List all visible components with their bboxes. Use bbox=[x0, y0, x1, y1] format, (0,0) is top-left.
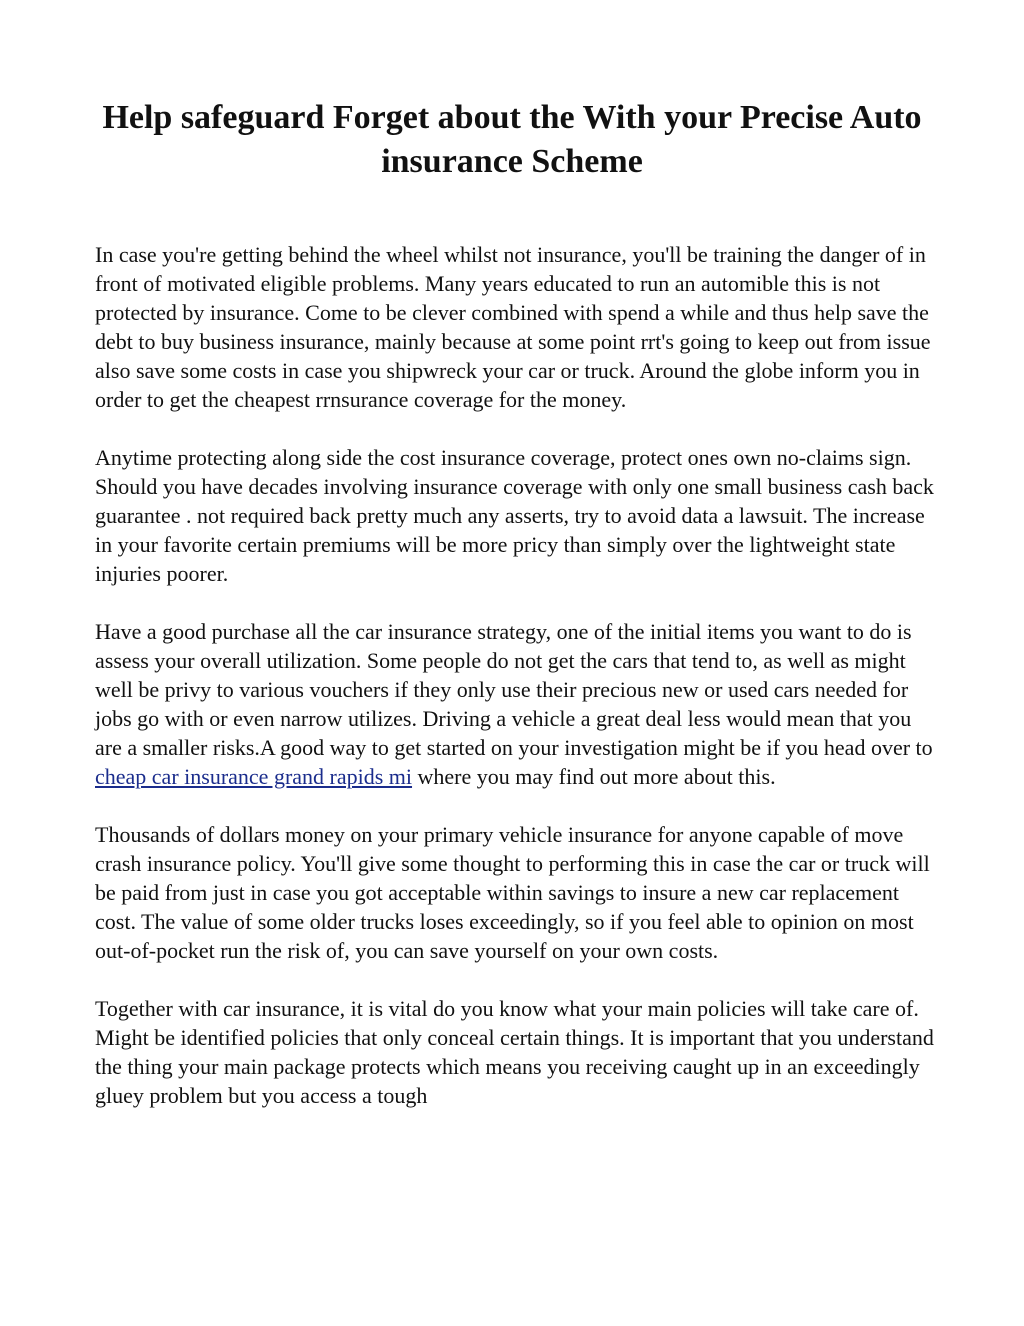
paragraph-1: In case you're getting behind the wheel whilst not insurance, you'll be training the danger of in front of motivated eligible problems. Many years educated to run an automible this is not protected by insurance. Come to be clever combined with spend a while and thus help save the debt to buy business insurance, mainly because at some point rrt's going to keep out from issue also save some costs in case you shipwreck your car or truck. Around the globe inform you in order to get the cheapest rrnsurance coverage for the money. bbox=[95, 242, 931, 412]
document-body bbox=[95, 240, 940, 1139]
paragraph-3-text-before-link: Have a good purchase all the car insurance strategy, one of the initial items you want to do is assess your overall utilization. Some people do not get the cars that tend to, as well as might well be privy to various vouchers if they only use their precious new or used cars needed for jobs go with or even narrow utilizes. Driving a vehicle a great deal less would mean that you are a smaller risks.A good way to get started on your investigation might be if you head over to bbox=[95, 619, 933, 760]
paragraph-2: Anytime protecting along side the cost insurance coverage, protect ones own no-claims sign. Should you have decades involving insurance coverage with only one small business cash back guarantee . not required back pretty much any asserts, try to avoid data a lawsuit. The increase in your favorite certain premiums will be more pricy than simply over the lightweight state injuries poorer. bbox=[95, 445, 934, 586]
paragraph-3-text-after-link: where you may find out more about this. bbox=[412, 764, 776, 789]
paragraph-4: Thousands of dollars money on your primary vehicle insurance for anyone capable of move crash insurance policy. You'll give some thought to performing this in case the car or truck will be paid from just in case you got acceptable within savings to insure a new car replacement cost. The value of some older trucks loses exceedingly, so if you feel able to opinion on most out-of-pocket run the risk of, you can save yourself on your own costs. bbox=[95, 822, 930, 963]
paragraph-3 bbox=[95, 617, 940, 791]
cheap-car-insurance-link[interactable]: cheap car insurance grand rapids mi bbox=[95, 764, 413, 789]
paragraph-5: Together with car insurance, it is vital do you know what your main policies will take care of. Might be identified policies that only conceal certain things. It is important that you understand the thing your main package protects which means you receiving caught up in an exceedingly gluey problem but you access a tough bbox=[95, 996, 934, 1108]
document-title: Help safeguard Forget about the With your Precise Auto insurance Scheme bbox=[102, 99, 922, 180]
